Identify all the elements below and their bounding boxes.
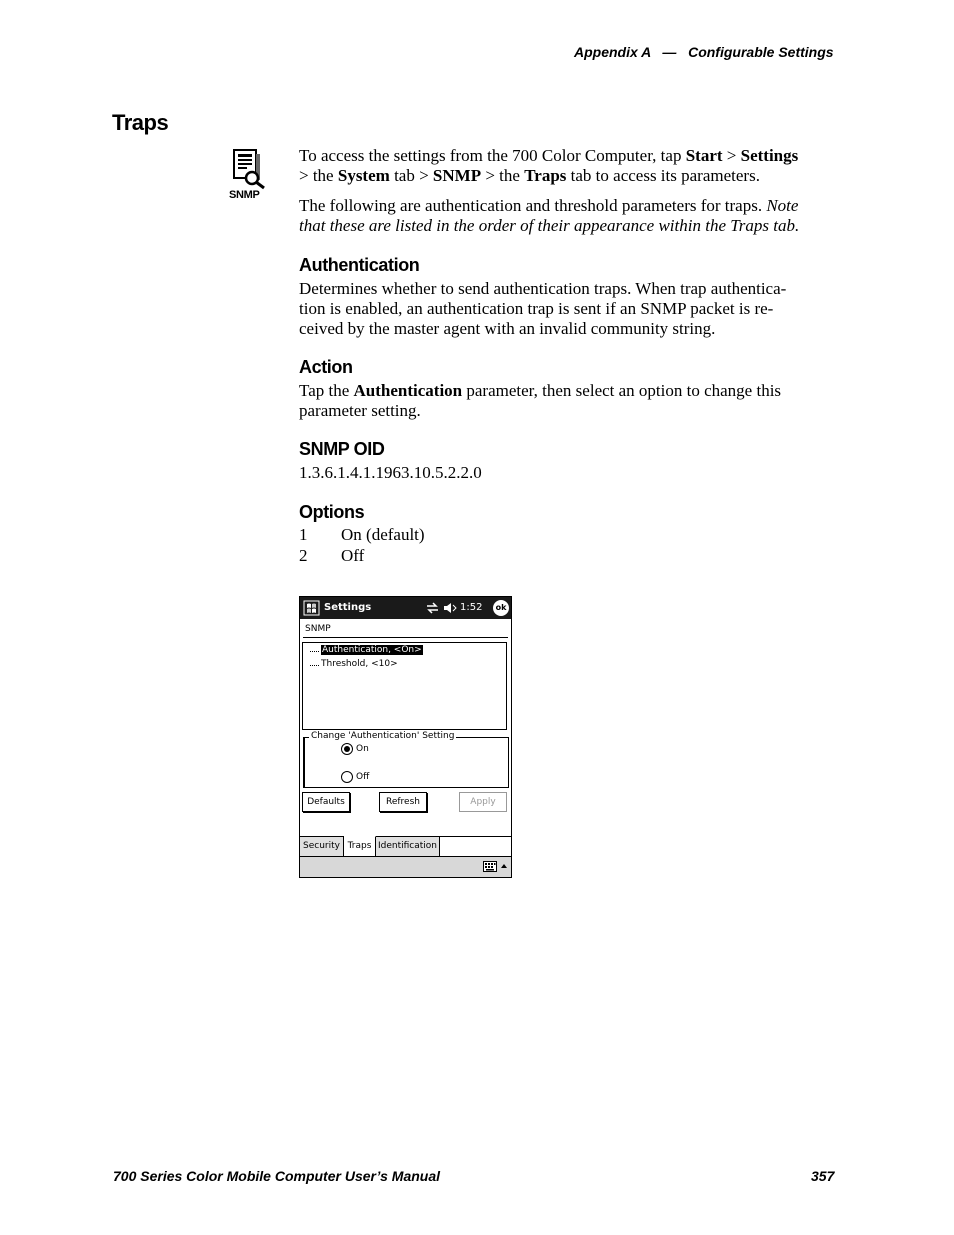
section-heading: Traps bbox=[112, 110, 169, 135]
change-setting-group bbox=[303, 731, 509, 788]
snmp-icon bbox=[228, 148, 268, 206]
snmp-oid-heading: SNMP OID bbox=[299, 439, 385, 459]
radio-off[interactable] bbox=[341, 771, 353, 783]
traps-tree-view[interactable] bbox=[302, 642, 507, 730]
radio-off-label: Off bbox=[356, 772, 370, 782]
snmp-pane-label: SNMP bbox=[305, 624, 331, 634]
page-number: 357 bbox=[811, 1168, 835, 1184]
snmp-icon-label: SNMP bbox=[229, 189, 260, 201]
intro-paragraph-1: To access the settings from the 700 Color Computer, tap Start > Settings > the System tab > SNMP > the Traps tab to access its parameters. bbox=[299, 146, 799, 185]
intro-paragraph-2: The following are authentication and threshold parameters for traps. Note that these are listed in the order of their appearance within the Traps tab. bbox=[299, 196, 800, 235]
option-label: On (default) bbox=[341, 525, 425, 544]
radio-on[interactable] bbox=[341, 743, 353, 755]
running-header bbox=[574, 44, 834, 60]
volume-icon[interactable] bbox=[443, 602, 457, 617]
action-heading: Action bbox=[299, 357, 353, 377]
pda-command-bar bbox=[300, 856, 511, 878]
option-item: 2 bbox=[299, 546, 308, 565]
authentication-heading: Authentication bbox=[299, 255, 420, 275]
windows-start-icon[interactable] bbox=[303, 600, 320, 619]
pane-divider bbox=[303, 637, 508, 638]
defaults-button[interactable]: Defaults bbox=[302, 792, 350, 812]
pda-title: Settings bbox=[324, 602, 372, 613]
input-menu-arrow-icon[interactable] bbox=[500, 862, 508, 873]
pda-tab-bar bbox=[300, 836, 511, 857]
option-item: 1 bbox=[299, 525, 308, 544]
tree-item-threshold[interactable]: Threshold, <10> bbox=[321, 659, 398, 669]
keyboard-icon[interactable] bbox=[483, 861, 497, 875]
group-label: Change 'Authentication' Setting bbox=[311, 731, 455, 741]
tab-security[interactable]: Security bbox=[300, 837, 344, 856]
refresh-button[interactable]: Refresh bbox=[379, 792, 427, 812]
connectivity-icon[interactable] bbox=[426, 602, 439, 617]
pda-screenshot bbox=[299, 596, 512, 878]
ok-button[interactable]: ok bbox=[493, 600, 509, 616]
authentication-description: Determines whether to send authentication traps. When trap authentica- tion is enabled, an authentication trap is sent if an SNMP packet is re- ceived by the master agent with an invalid community string. bbox=[299, 279, 787, 338]
pda-clock[interactable]: 1:52 bbox=[460, 602, 483, 613]
options-heading: Options bbox=[299, 502, 365, 522]
snmp-oid-value: 1.3.6.1.4.1.1963.10.5.2.2.0 bbox=[299, 463, 482, 482]
tab-identification[interactable]: Identification bbox=[376, 837, 440, 856]
header-dash: — bbox=[662, 44, 677, 60]
action-description: Tap the Authentication parameter, then select an option to change this parameter setting. bbox=[299, 381, 782, 420]
header-appendix: Appendix A bbox=[574, 44, 651, 60]
radio-on-label: On bbox=[356, 744, 369, 754]
apply-button[interactable]: Apply bbox=[459, 792, 507, 812]
tab-traps[interactable]: Traps bbox=[344, 836, 376, 857]
tree-item-authentication[interactable]: Authentication, <On> bbox=[322, 645, 422, 655]
header-section: Configurable Settings bbox=[688, 44, 834, 60]
pda-title-bar bbox=[300, 597, 511, 619]
footer-manual-title: 700 Series Color Mobile Computer User’s Manual bbox=[113, 1168, 441, 1184]
option-label: Off bbox=[341, 546, 365, 565]
